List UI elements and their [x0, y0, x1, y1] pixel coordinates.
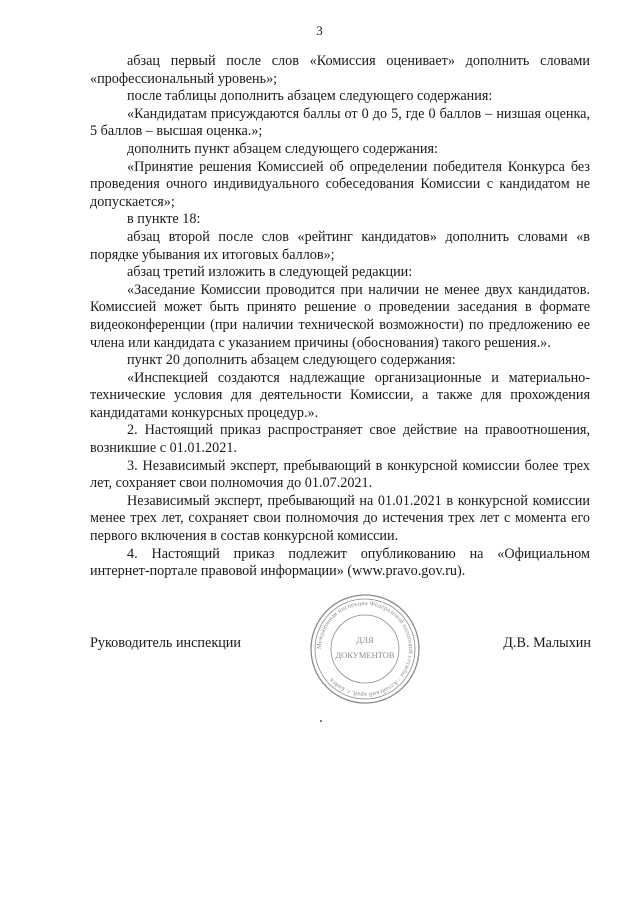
official-stamp	[308, 593, 422, 705]
scan-speck	[320, 720, 322, 722]
paragraph: 2. Настоящий приказ распространяет свое действие на правоотношения, возникшие с 01.01.2021.	[90, 422, 590, 457]
stamp-center-line-2: ДОКУМЕНТОВ	[335, 650, 395, 660]
paragraph: «Инспекцией создаются надлежащие организационные и материально-технические условия для деятельности Комиссии, а также для прохождения кандидатами конкурсных процедур.».	[90, 369, 590, 421]
paragraph: 4. Настоящий приказ подлежит опубликованию на «Официальном интернет-портале правовой информации» (www.pravo.gov.ru).	[90, 545, 590, 580]
paragraph: в пункте 18:	[127, 211, 201, 228]
paragraph: абзац первый после слов «Комиссия оценивает» дополнить словами «профессиональный уровень»;	[90, 53, 590, 87]
page-number: 3	[316, 23, 323, 38]
signature-name: Д.В. Малыхин	[503, 635, 591, 651]
paragraph: после таблицы дополнить абзацем следующего содержания:	[127, 88, 493, 105]
stamp-ring-text: Межрайонная инспекция Федеральной налоговой службы · Алтайский край, г. Бийск	[315, 599, 415, 699]
paragraph: «Кандидатам присуждаются баллы от 0 до 5, где 0 баллов – низшая оценка, 5 баллов – высшая оценка.»;	[90, 105, 590, 140]
document-body	[90, 53, 590, 581]
paragraph: абзац второй после слов «рейтинг кандидатов» дополнить словами «в порядке убывания их итоговых баллов»;	[90, 228, 590, 263]
paragraph: пункт 20 дополнить абзацем следующего содержания:	[127, 352, 456, 369]
paragraph: дополнить пункт абзацем следующего содержания:	[127, 140, 438, 157]
paragraph: «Принятие решения Комиссией об определении победителя Конкурса без проведения очного индивидуального собеседования Комиссии с кандидатом не допускается»;	[90, 158, 590, 210]
signature-position: Руководитель инспекции	[90, 635, 241, 651]
paragraph: абзац третий изложить в следующей редакции:	[127, 264, 413, 281]
paragraph: Независимый эксперт, пребывающий на 01.01.2021 в конкурсной комиссии менее трех лет, сохраняет свои полномочия до истечения трех лет с момента его первого включения в состав конкурсной комиссии.	[90, 492, 590, 545]
paragraph: «Заседание Комиссии проводится при наличии не менее двух кандидатов. Комиссией может быть принято решение о проведении заседания в формате видеоконференции (при наличии технической возможности) по предложению ее члена или кандидата с указанием причины (обоснования) такого решения.».	[90, 281, 590, 351]
paragraph: 3. Независимый эксперт, пребывающий в конкурсной комиссии более трех лет, сохраняет свои полномочия до 01.07.2021.	[90, 457, 590, 492]
stamp-center-line-1: ДЛЯ	[356, 635, 374, 645]
